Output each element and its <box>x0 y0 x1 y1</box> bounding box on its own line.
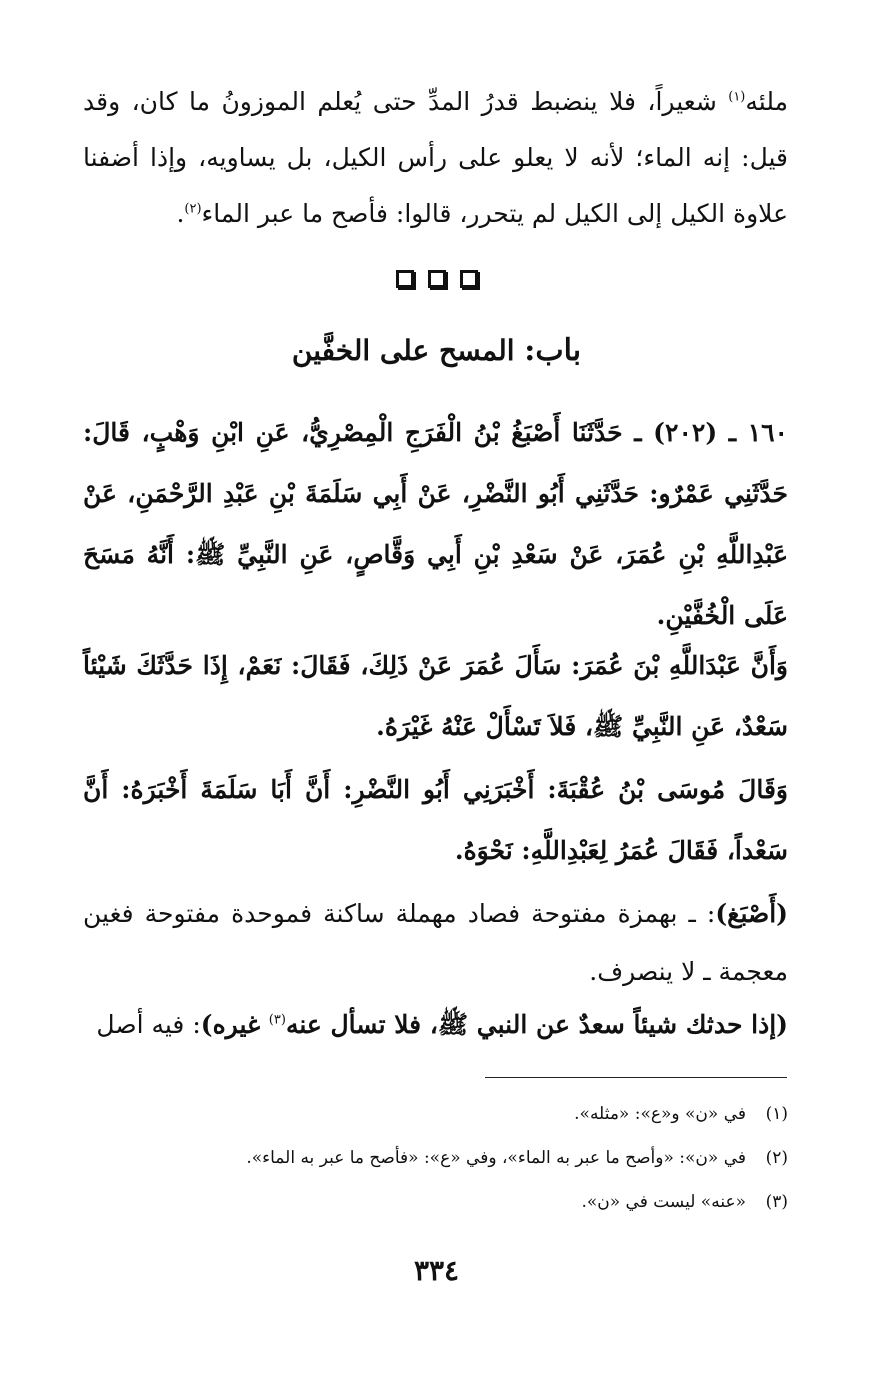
footnote-number: (٣) <box>765 1192 788 1212</box>
footnote-number: (١) <box>765 1104 788 1124</box>
footnote-ref-2: (٢) <box>184 201 202 217</box>
commentary-text: : فيه أصل <box>96 1010 201 1039</box>
intro-text-middle: شعيراً، فلا ينضبط قدرُ المدِّ حتى يُعلم الموزونُ ما كان، وقد قيل: إنه الماء؛ لأنه لا يعلو على رأس الكيل، بل يساويه، وإذا أضفنا علاوة الكيل إلى الكيل لم يتحرر، قالوا: فأصح ما عبر الماء <box>83 87 788 228</box>
commentary-idha-paragraph <box>83 997 788 1053</box>
footnote-item <box>83 1092 788 1136</box>
footnote-number: (٢) <box>765 1148 788 1168</box>
chapter-keyword: باب: <box>524 333 582 368</box>
hadith-paragraph: ١٦٠ ـ (٢٠٢) ـ حَدَّثَنَا أَصْبَغُ بْنُ الْفَرَجِ الْمِصْرِيُّ، عَنِ ابْنِ وَهْبٍ، قَالَ: حَدَّثَنِي عَمْرٌو: حَدَّثَنِي أَبُو النَّضْرِ، عَنْ أَبِي سَلَمَةَ بْنِ عَبْدِ الرَّحْمَنِ، عَنْ عَبْدِاللَّهِ بْنِ عُمَرَ، عَنْ سَعْدِ بْنِ أَبِي وَقَّاصٍ، عَنِ النَّبِيِّ ﷺ: أَنَّهُ مَسَحَ عَلَى الْخُفَّيْنِ. <box>83 418 788 630</box>
footnote-ref-1: (١) <box>728 89 746 105</box>
commentary-quote-start: (إذا حدثك شيئاً سعدٌ عن النبي ﷺ، فلا تسأل عنه <box>285 1010 788 1039</box>
footnote-text: في «ن» و«ع»: «مثله». <box>574 1104 746 1124</box>
footnote-text: في «ن»: «وأصح ما عبر به الماء»، وفي «ع»: «فأصح ما عبر به الماء». <box>246 1148 746 1168</box>
page-number: ٣٣٤ <box>413 1254 460 1287</box>
chapter-title-text: المسح على الخفَّين <box>291 334 525 367</box>
commentary-asbagh-paragraph <box>83 885 788 1001</box>
chapter-heading <box>0 333 873 368</box>
commentary-term: (أَصْبَغ) <box>715 899 788 928</box>
commentary-text: : ـ بهمزة مفتوحة فصاد مهملة ساكنة فموحدة مفتوحة فغين معجمة ـ لا ينصرف. <box>83 899 788 986</box>
square-ornament-icon <box>428 270 446 288</box>
footnote-item <box>83 1136 788 1180</box>
square-ornament-icon <box>396 270 414 288</box>
footnote-text: «عنه» ليست في «ن». <box>581 1192 746 1212</box>
intro-text-end: . <box>176 199 185 228</box>
footnote-ref-3: (٣) <box>268 1012 286 1028</box>
musa-paragraph: وَقَالَ مُوسَى بْنُ عُقْبَةَ: أَخْبَرَنِي أَبُو النَّضْرِ: أَنَّ أَبَا سَلَمَةَ أَخْبَرَهُ: أَنَّ سَعْداً، فَقَالَ عُمَرُ لِعَبْدِاللَّهِ: نَحْوَهُ. <box>83 775 788 865</box>
footnote-divider <box>485 1077 787 1078</box>
footnote-item <box>83 1180 788 1224</box>
abdullah-paragraph: وَأَنَّ عَبْدَاللَّهِ بْنَ عُمَرَ: سَأَلَ عُمَرَ عَنْ ذَلِكَ، فَقَالَ: نَعَمْ، إِذَا حَدَّثَكَ شَيْئاً سَعْدٌ، عَنِ النَّبِيِّ ﷺ، فَلاَ تَسْأَلْ عَنْهُ غَيْرَهُ. <box>83 651 788 741</box>
intro-text-start: ملئه <box>745 87 788 116</box>
square-ornament-icon <box>460 270 478 288</box>
intro-paragraph <box>83 74 788 242</box>
section-ornament <box>0 270 873 288</box>
footnotes-section <box>83 1092 788 1224</box>
commentary-quote-end: غيره) <box>200 1010 269 1039</box>
